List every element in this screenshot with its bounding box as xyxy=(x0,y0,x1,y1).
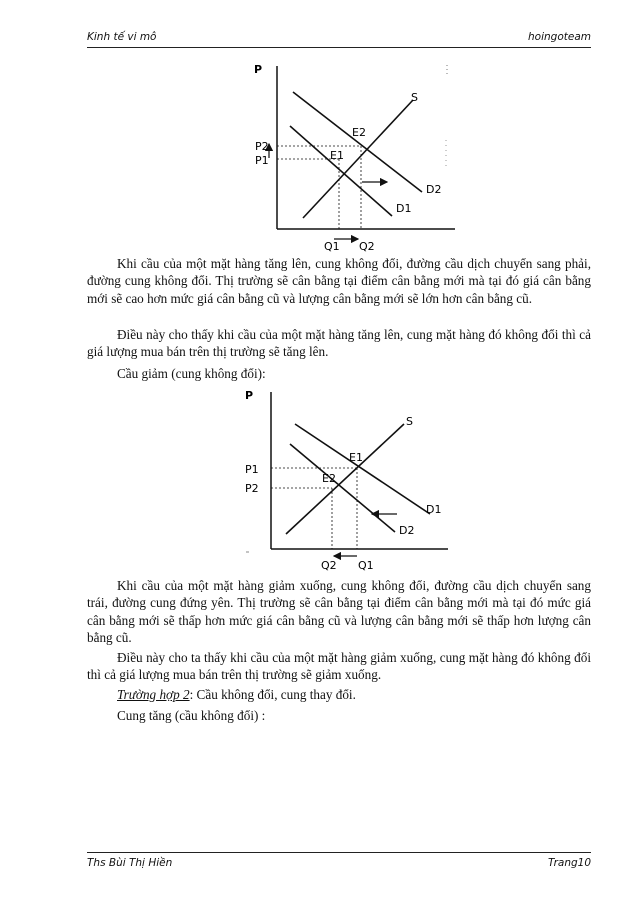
header-right: hoingoteam xyxy=(528,31,591,43)
figure-demand-decrease xyxy=(240,382,455,572)
paragraph-5-text: Điều này cho ta thấy khi cầu của một mặt hàng giảm xuống, cung mặt hàng đó không đổi thì cả giá lượng mua bán trên thị trường sẽ giảm xuống. xyxy=(87,650,591,683)
demand-curve-1 xyxy=(295,424,430,514)
p1-label: P1 xyxy=(255,154,269,167)
q1-label: Q1 xyxy=(358,559,374,572)
footer-rule xyxy=(87,852,591,853)
eq1-label: E1 xyxy=(349,451,363,464)
paragraph-7-text: Cung tăng (cầu không đổi) : xyxy=(117,708,266,723)
supply-curve xyxy=(286,424,404,534)
footer-right: Trang10 xyxy=(547,857,591,869)
paragraph-6-text xyxy=(87,686,591,703)
paragraph-7 xyxy=(87,707,591,724)
eq1-label: E1 xyxy=(330,149,344,162)
d1-label: D1 xyxy=(426,503,442,516)
d2-label: D2 xyxy=(426,183,442,196)
demand-curve-2 xyxy=(290,444,395,532)
paragraph-2-text: Điều này cho thấy khi cầu của một mặt hàng tăng lên, cung mặt hàng đó không đổi thì cả giá lượng mua bán trên thị trường sẽ tăng lên. xyxy=(87,327,591,360)
paragraph-4-text: Khi cầu của một mặt hàng giảm xuống, cung không đổi, đường cầu dịch chuyển sang trái, đường cung đứng yên. Thị trường sẽ cân bằng tại điểm cân bằng mới mà tại đó mức giá cân bằng mới sẽ thấp hơn mức giá cân bằng cũ và lượng cân bằng mới sẽ thấp hơn lượng cân bằng cũ. xyxy=(87,578,591,646)
header-rule xyxy=(87,47,591,48)
q1-label: Q1 xyxy=(324,240,340,253)
paragraph-5 xyxy=(87,649,591,684)
supply-label: S xyxy=(406,415,413,428)
q2-label: Q2 xyxy=(359,240,375,253)
paragraph-1 xyxy=(87,255,591,307)
d2-label: D2 xyxy=(399,524,415,537)
paragraph-6 xyxy=(87,686,591,703)
paragraph-4 xyxy=(87,577,591,647)
p2-label: P2 xyxy=(255,140,269,153)
price-axis-label: P xyxy=(245,389,254,402)
eq2-label: E2 xyxy=(352,126,366,139)
price-axis-label: P xyxy=(254,63,263,76)
p1-label: P1 xyxy=(245,463,259,476)
figure-demand-increase xyxy=(250,58,460,253)
case-2-description: : Cầu không đổi, cung thay đổi. xyxy=(189,687,356,702)
eq2-label: E2 xyxy=(322,472,336,485)
paragraph-3 xyxy=(87,365,591,382)
supply-label: S xyxy=(411,91,418,104)
paragraph-2 xyxy=(87,326,591,361)
p2-label: P2 xyxy=(245,482,259,495)
d1-label: D1 xyxy=(396,202,412,215)
header-left: Kinh tế vi mô xyxy=(87,31,157,43)
supply-curve xyxy=(303,100,413,218)
q2-label: Q2 xyxy=(321,559,337,572)
paragraph-1-text: Khi cầu của một mặt hàng tăng lên, cung không đổi, đường cầu dịch chuyển sang phải, đường cung không đổi. Thị trường sẽ cân bằng tại điểm cân bằng mới mà tại đó giá cân bằng mới sẽ cao hơn mức giá cân bằng cũ và lượng cân bằng mới sẽ lớn hơn cân bằng cũ. xyxy=(87,256,591,306)
case-2-label: Trường hợp 2 xyxy=(117,687,190,702)
footer-left: Ths Bùi Thị Hiền xyxy=(87,857,173,869)
demand-curve-2 xyxy=(293,92,422,192)
paragraph-3-text: Cầu giảm (cung không đổi): xyxy=(117,366,266,381)
